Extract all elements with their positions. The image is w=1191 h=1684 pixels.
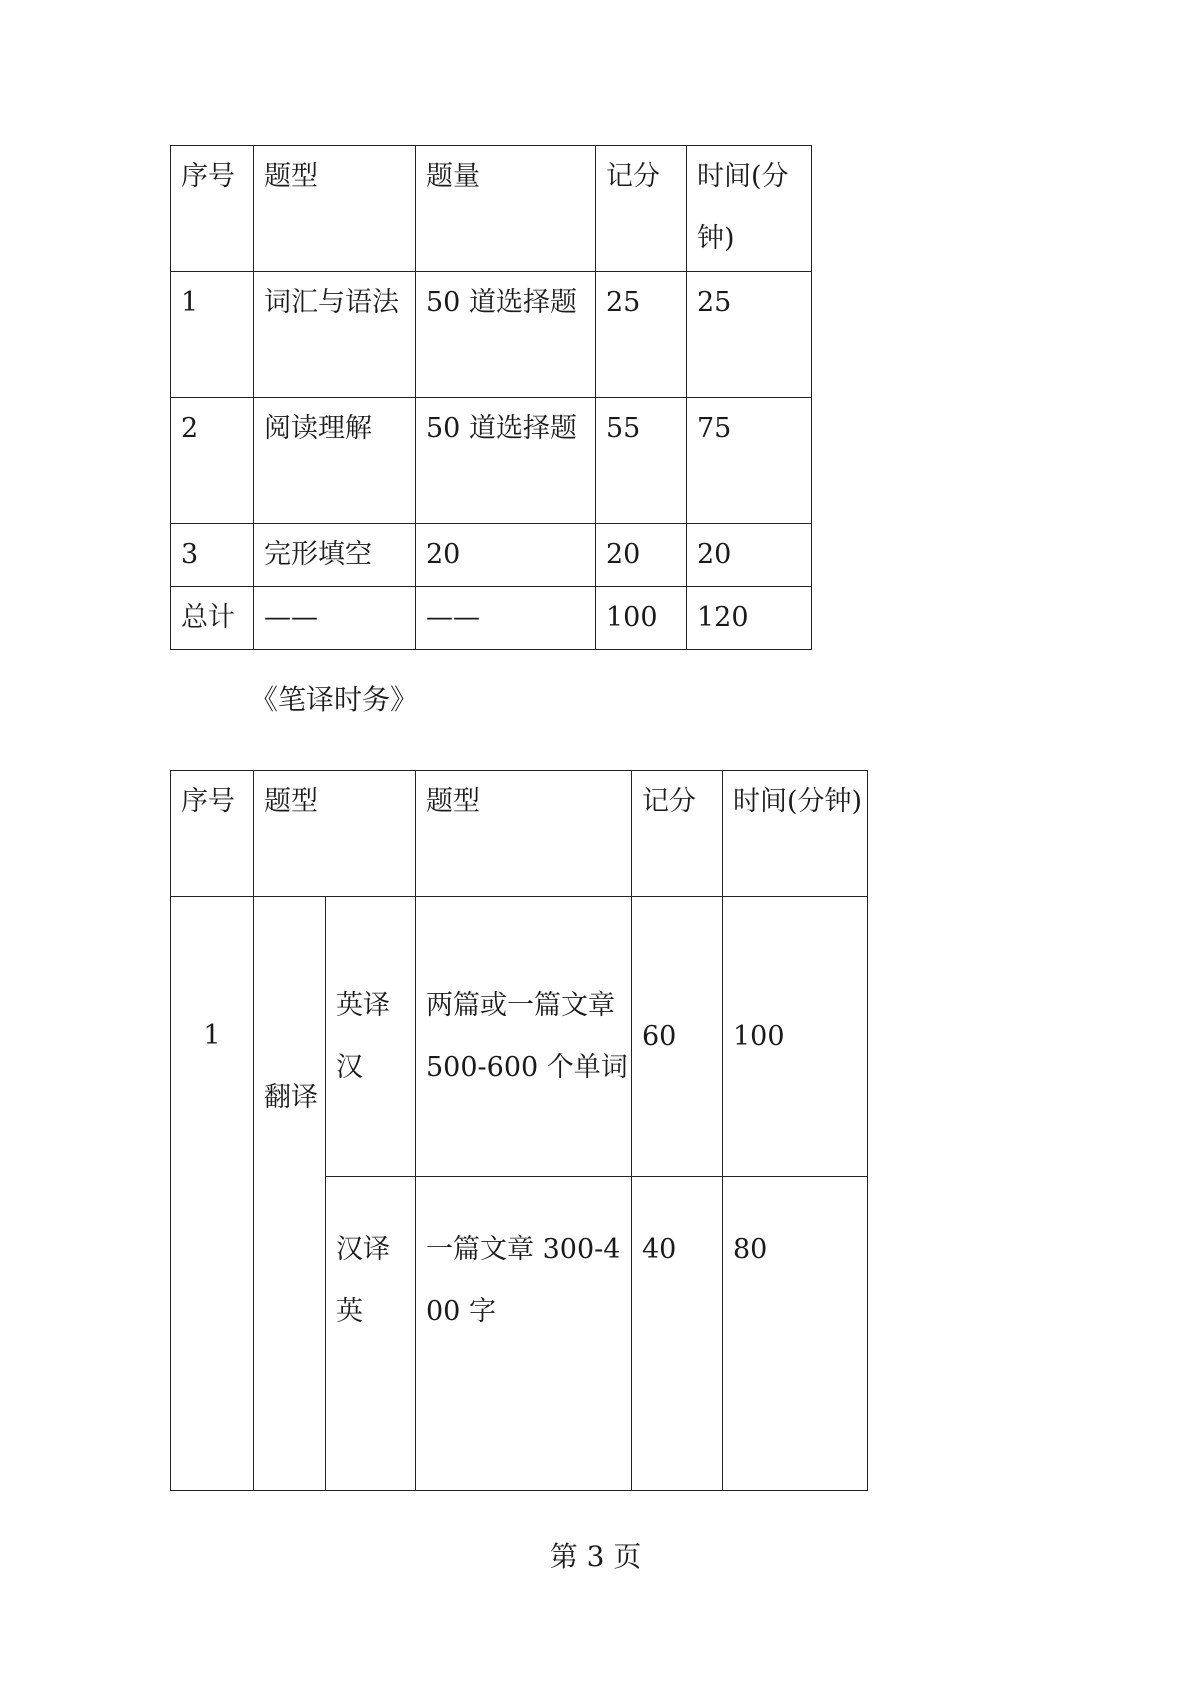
table-cell: 50 道选择题 xyxy=(416,398,596,524)
table-cell: 25 xyxy=(687,272,812,398)
table-cell: 20 xyxy=(416,524,596,587)
direction-cell: 汉译英 xyxy=(326,1177,416,1491)
table-cell: 词汇与语法 xyxy=(254,272,416,398)
category-cell: 翻译 xyxy=(254,897,326,1491)
header-cell: 时间(分钟) xyxy=(687,146,812,272)
header-cell: 题型 xyxy=(254,771,416,897)
table-cell: 20 xyxy=(596,524,687,587)
translation-exam-table xyxy=(170,770,868,1491)
table-cell: 2 xyxy=(171,398,254,524)
table-cell: 25 xyxy=(596,272,687,398)
exam-structure-table xyxy=(170,145,812,650)
header-cell: 记分 xyxy=(596,146,687,272)
table-header-row xyxy=(171,146,812,272)
table-cell: 阅读理解 xyxy=(254,398,416,524)
table-total-row xyxy=(171,587,812,650)
time-cell: 80 xyxy=(723,1177,868,1491)
table-cell: 120 xyxy=(687,587,812,650)
section-title: 《笔译时务》 xyxy=(250,683,419,716)
content-cell: 一篇文章 300-400 字 xyxy=(416,1177,632,1491)
header-cell: 时间(分钟) xyxy=(723,771,868,897)
table-cell: 50 道选择题 xyxy=(416,272,596,398)
row-number-cell: 1 xyxy=(171,897,254,1491)
score-cell: 40 xyxy=(632,1177,723,1491)
table-cell: 20 xyxy=(687,524,812,587)
score-cell: 60 xyxy=(632,897,723,1177)
direction-cell: 英译汉 xyxy=(326,897,416,1177)
table-cell: 55 xyxy=(596,398,687,524)
table-cell: 完形填空 xyxy=(254,524,416,587)
header-cell: 记分 xyxy=(632,771,723,897)
table-row xyxy=(171,524,812,587)
header-cell: 题量 xyxy=(416,146,596,272)
table-cell: —— xyxy=(416,587,596,650)
header-cell: 题型 xyxy=(254,146,416,272)
table-header-row xyxy=(171,771,868,897)
header-cell: 序号 xyxy=(171,146,254,272)
table-row xyxy=(171,398,812,524)
header-cell: 题型 xyxy=(416,771,632,897)
content-cell: 两篇或一篇文章 500-600 个单词 xyxy=(416,897,632,1177)
table-cell: 1 xyxy=(171,272,254,398)
header-cell: 序号 xyxy=(171,771,254,897)
table-cell: 100 xyxy=(596,587,687,650)
table-cell: 总计 xyxy=(171,587,254,650)
time-cell: 100 xyxy=(723,897,868,1177)
table-cell: —— xyxy=(254,587,416,650)
table-cell: 75 xyxy=(687,398,812,524)
table-row xyxy=(171,272,812,398)
page-number: 第 3 页 xyxy=(549,1540,642,1573)
table-cell: 3 xyxy=(171,524,254,587)
table-row xyxy=(171,897,868,1177)
